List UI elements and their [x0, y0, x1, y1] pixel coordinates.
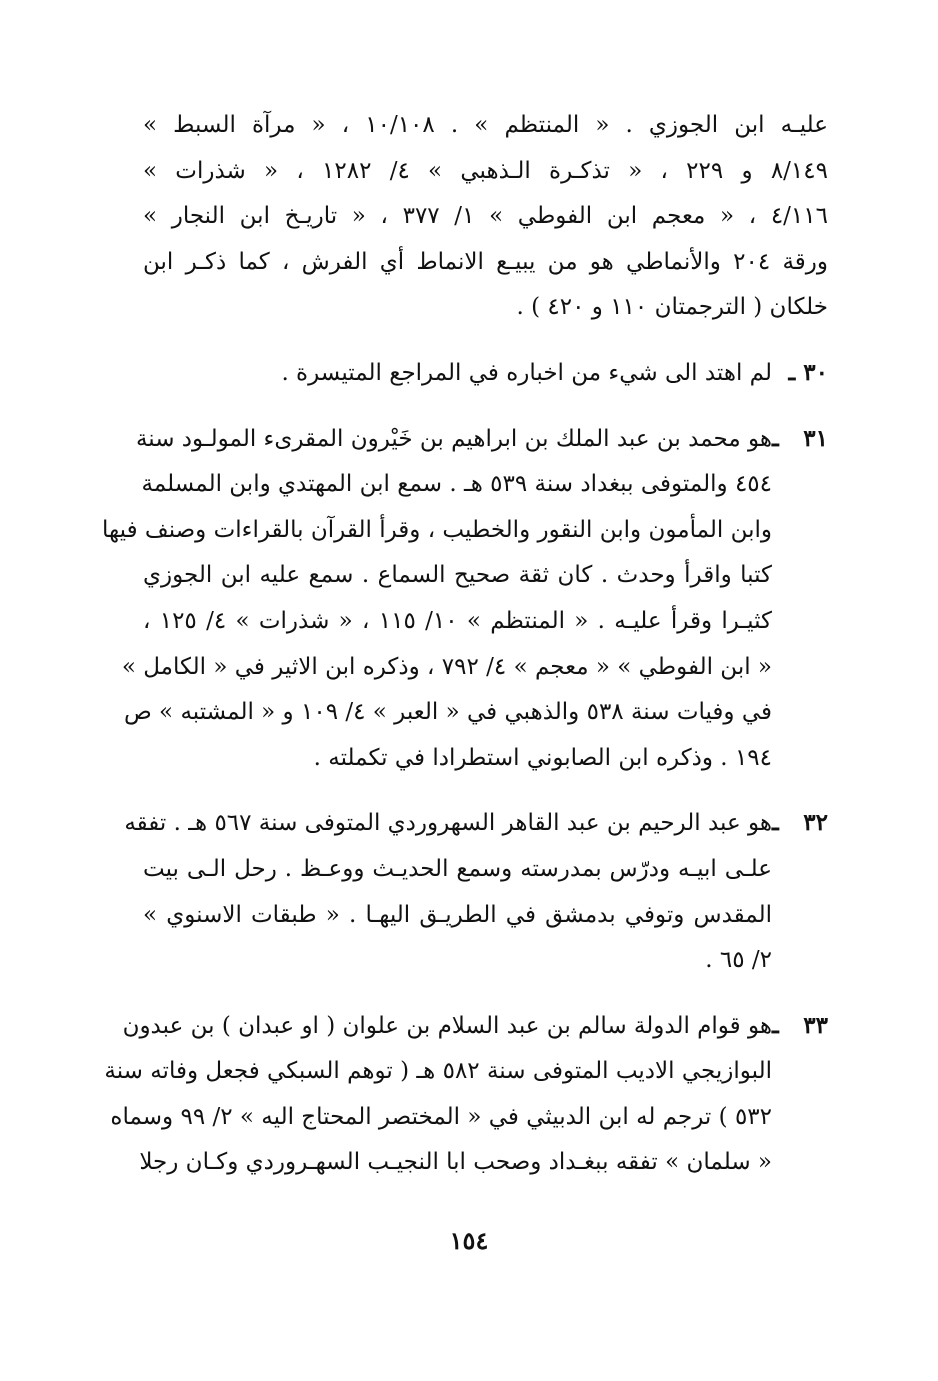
footnote-number: ٣٠ ـ	[788, 358, 828, 386]
footnote-first-line	[124, 800, 828, 847]
text-line: ٢/ ٦٥ .	[705, 947, 772, 974]
footnote-number: ٣٣ ـ	[772, 1011, 828, 1039]
text-line: « ابن الفوطي » « معجم » ٤/ ٧٩٢ ، وذكره ابن الاثير في « الكامل »	[121, 653, 772, 680]
text-line: في وفيات سنة ٥٣٨ والذهبي في « العبر » ٤/ ١٠٩ و « المشتبه » ص	[123, 699, 772, 726]
text-line: هو عبد الرحيم بن عبد القاهر السهروردي المتوفى سنة ٥٦٧ هـ . تفقه	[124, 810, 772, 837]
text-line: هو قوام الدولة سالم بن عبد السلام بن علوان ( او عبدان ) بن عبدون	[122, 1012, 772, 1039]
text-line: ٥٣٢ ) ترجم له ابن الدبيثي في « المختصر المحتاج اليه » ٢/ ٩٩ وسماه	[110, 1103, 772, 1130]
footnote-continuation	[143, 103, 828, 331]
text-line: ١٩٤ . وذكره ابن الصابوني استطرادا في تكملته .	[313, 744, 772, 771]
text-line: المقدس وتوفي بدمشق في الطريـق اليهـا . « طبقات الاسنوي »	[143, 901, 772, 928]
text-line: عليـه ابن الجوزي . « المنتظم » . ١٠/١٠٨ ، « مرآة السبط »	[143, 112, 828, 138]
text-line: ٤/١١٦ ، « معجم ابن الفوطي » ١/ ٣٧٧ ، « تاريـخ ابن النجار »	[143, 203, 828, 230]
text-line: البوازيجي الاديب المتوفى سنة ٥٨٢ هـ ( توهم السبكي فجعل وفاته سنة	[104, 1058, 772, 1085]
footnote-number: ٣٢ ـ	[772, 809, 828, 837]
footnote-31	[102, 416, 828, 782]
footnotes-body	[102, 103, 828, 1205]
text-line: خلكان ( الترجمتان ١١٠ و ٤٢٠ ) .	[516, 294, 828, 321]
footnote-32	[124, 800, 828, 983]
text-line: ٨/١٤٩ و ٢٢٩ ، « تذكـرة الـذهبي » ٤/ ١٢٨٢ ، « شذرات »	[143, 157, 828, 184]
text-line: وابن المأمون وابن النقور والخطيب ، وقرأ القرآن بالقراءات وصنف فيها	[102, 516, 772, 543]
text-line: لم اهتد الى شيء من اخباره في المراجع المتيسرة .	[281, 359, 772, 386]
text-line: كتبا واقرأ وحدث . كان ثقة صحيح السماع . سمع عليه ابن الجوزي	[143, 562, 772, 589]
text-line: ٤٥٤ والمتوفى ببغداد سنة ٥٣٩ هـ . سمع ابن المهتدي وابن المسلمة	[141, 471, 772, 498]
text-line: كثيـرا وقرأ عليـه . « المنتظم » ١٠/ ١١٥ ، « شذرات » ٤/ ١٢٥ ،	[143, 607, 773, 634]
footnote-number: ٣١ ـ	[772, 424, 828, 452]
text-line: ورقة ٢٠٤ والأنماطي هو من يبيـع الانماط أي الفرش ، كما ذكـر ابن	[143, 248, 828, 275]
page-number: ١٥٤	[449, 1226, 489, 1255]
footnote-first-line	[135, 416, 828, 463]
text-line: « سلمان » تفقه ببغـداد وصحب ابا النجيـب السهـروردي وكـان رجلا	[139, 1149, 772, 1176]
footnote-first-line	[122, 1003, 828, 1050]
footnote-first-line	[143, 350, 828, 397]
text-line: علـى ابيـه ودرّس بمدرسته وسمع الحديـث ووعـظ . رحل الـى بيت	[143, 855, 772, 882]
text-line: هو محمد بن عبد الملك بن ابراهيم بن خَيْرون المقرىء المولـود سنة	[135, 425, 772, 452]
footnote-30	[143, 350, 828, 397]
footnote-33	[104, 1003, 828, 1186]
